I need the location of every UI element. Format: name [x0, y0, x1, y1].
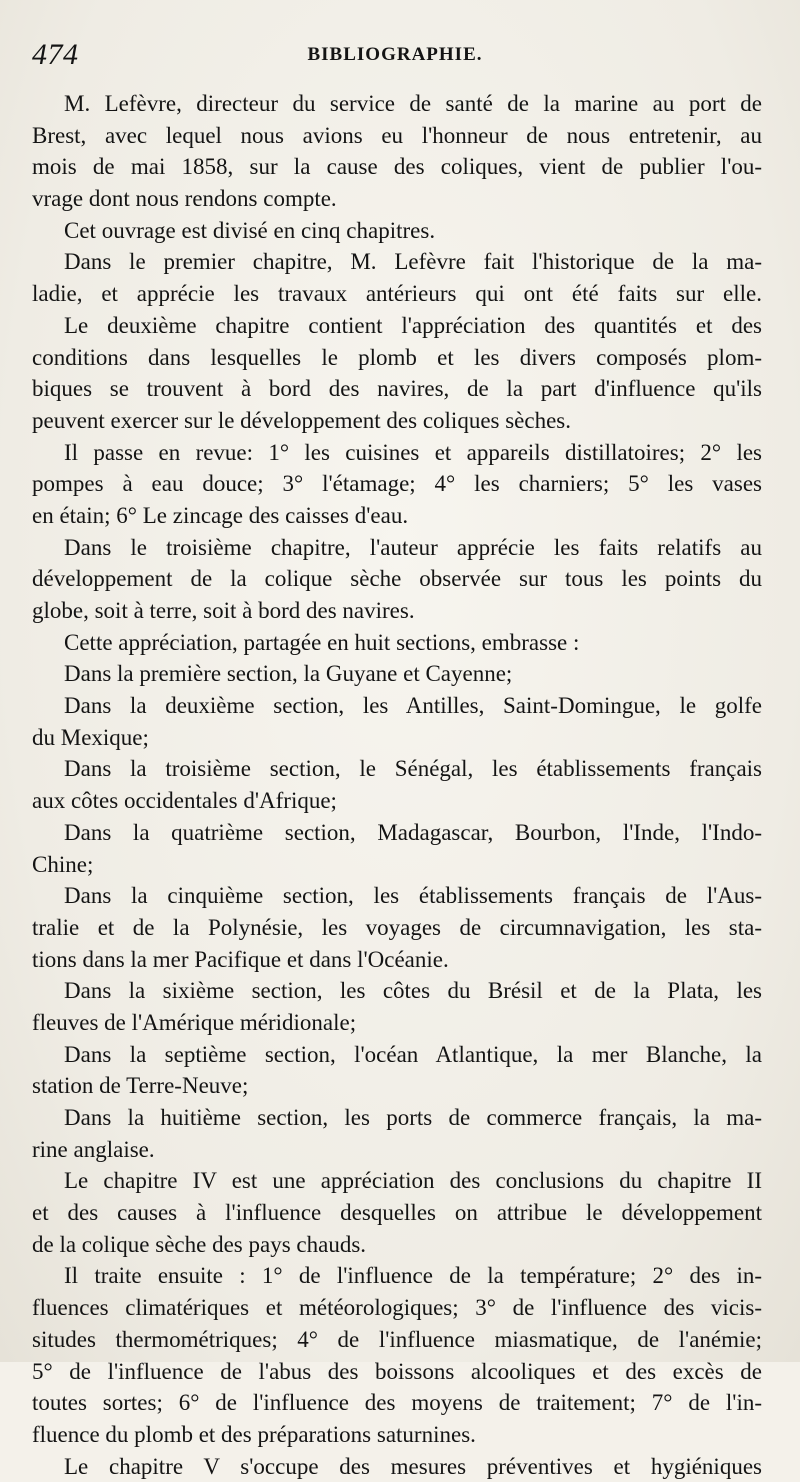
text-line: 5° de l'influence de l'abus des boissons alcooliques et des excès de	[32, 1358, 762, 1384]
text-line: situdes thermométriques; 4° de l'influence miasmatique, de l'anémie;	[32, 1326, 762, 1352]
text-line: toutes sortes; 6° de l'influence des moyens de traitement; 7° de l'in-	[32, 1390, 762, 1416]
text-line: M. Lefèvre, directeur du service de santé de la marine au port de	[64, 91, 762, 116]
text-line: peuvent exercer sur le développement des coliques sèches.	[32, 407, 572, 433]
text-line: Dans la huitième section, les ports de commerce français, la ma-	[64, 1105, 762, 1130]
running-head: BIBLIOGRAPHIE.	[307, 44, 483, 65]
text-line: Cette appréciation, partagée en huit sections, embrasse :	[64, 629, 580, 655]
text-line: Dans la sixième section, les côtes du Brésil et de la Plata, les	[64, 978, 762, 1004]
text-line: aux côtes occidentales d'Afrique;	[32, 788, 337, 814]
text-line: du Mexique;	[32, 724, 149, 750]
text-line: mois de mai 1858, sur la cause des coliques, vient de publier l'ou-	[32, 154, 762, 180]
text-line: de la colique sèche des pays chauds.	[32, 1231, 367, 1257]
text-line: Dans la cinquième section, les établissements français de l'Aus-	[64, 883, 762, 909]
text-line: Dans le troisième chapitre, l'auteur apprécie les faits relatifs au	[64, 534, 762, 560]
text-line: développement de la colique sèche observée sur tous les points du	[32, 566, 762, 592]
text-line: Brest, avec lequel nous avions eu l'honneur de nous entretenir, au	[32, 122, 762, 148]
text-line: fleuves de l'Amérique méridionale;	[32, 1009, 357, 1035]
text-line: Le chapitre V s'occupe des mesures préventives et hygiéniques	[64, 1453, 762, 1479]
text-line: Dans le premier chapitre, M. Lefèvre fait l'historique de la ma-	[64, 249, 762, 275]
text-line: globe, soit à terre, soit à bord des navires.	[32, 598, 415, 623]
text-line: vrage dont nous rendons compte.	[32, 186, 337, 212]
text-line: station de Terre-Neuve;	[32, 1073, 249, 1099]
text-line: Il traite ensuite : 1° de l'influence de la température; 2° des in-	[64, 1263, 762, 1289]
text-line: rine anglaise.	[32, 1136, 155, 1162]
text-line: fluence du plomb et des préparations saturnines.	[32, 1421, 476, 1447]
page-header	[30, 38, 760, 72]
text-line: Dans la septième section, l'océan Atlantique, la mer Blanche, la	[64, 1041, 762, 1067]
text-line: et des causes à l'influence desquelles on attribue le développement	[32, 1200, 762, 1226]
text-line: en étain; 6° Le zincage des caisses d'eau.	[32, 502, 409, 528]
text-line: Le deuxième chapitre contient l'appréciation des quantités et des	[64, 312, 762, 338]
text-line: pompes à eau douce; 3° l'étamage; 4° les charniers; 5° les vases	[32, 471, 762, 497]
text-line: tions dans la mer Pacifique et dans l'Océanie.	[32, 946, 449, 972]
text-line: ladie, et apprécie les travaux antérieurs qui ont été faits sur elle.	[32, 281, 762, 307]
text-line: Dans la troisième section, le Sénégal, les établissements français	[64, 756, 762, 782]
text-line: fluences climatériques et météorologiques; 3° de l'influence des vicis-	[32, 1295, 762, 1321]
text-line: Il passe en revue: 1° les cuisines et appareils distillatoires; 2° les	[64, 439, 762, 465]
page-number: 474	[32, 38, 79, 71]
text-line: Dans la première section, la Guyane et Cayenne;	[64, 661, 513, 687]
text-line: Chine;	[32, 851, 94, 877]
text-line: Le chapitre IV est une appréciation des conclusions du chapitre II	[64, 1168, 762, 1194]
text-line: tralie et de la Polynésie, les voyages de circumnavigation, les sta-	[32, 914, 762, 940]
body-text	[32, 88, 762, 1482]
text-line: Cet ouvrage est divisé en cinq chapitres.	[64, 217, 436, 243]
text-line: conditions dans lesquelles le plomb et les divers composés plom-	[32, 344, 762, 370]
text-line: biques se trouvent à bord des navires, de la part d'influence qu'ils	[32, 376, 762, 402]
text-line: Dans la deuxième section, les Antilles, Saint-Domingue, le golfe	[64, 693, 762, 719]
text-line: Dans la quatrième section, Madagascar, Bourbon, l'Inde, l'Indo-	[64, 819, 762, 845]
